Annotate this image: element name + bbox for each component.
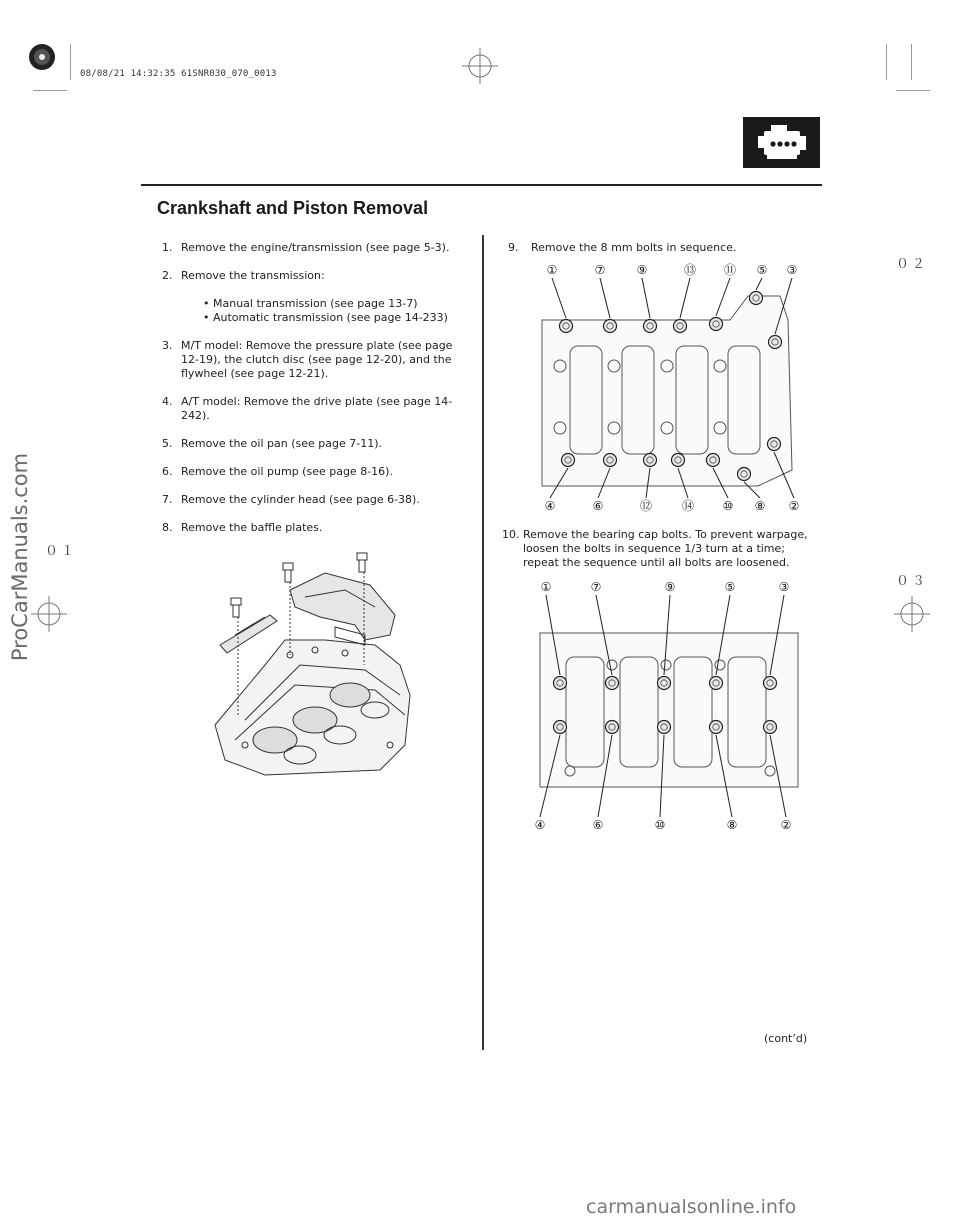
step-text: M/T model: Remove the pressure plate (see page 12-19), the clutch disc (see page 12-20), and the flywheel (see page 12-21). [181, 339, 453, 380]
continued-note: (cont’d) [764, 1032, 808, 1045]
step-1 [162, 241, 462, 255]
bolt-head [764, 677, 777, 690]
bolt-head [560, 320, 573, 333]
engine-icon [743, 117, 820, 168]
procedure-steps-left [162, 241, 462, 549]
bolt-sequence-label: ⑥ [592, 499, 604, 513]
bolt-sequence-label: ⑥ [592, 818, 604, 832]
bolt-sequence-label: ① [546, 263, 558, 277]
baffle-plate-illustration [205, 545, 420, 780]
bolt-sequence-label: ⑪ [723, 263, 737, 277]
bolt-head [710, 721, 723, 734]
crop-mark [70, 44, 71, 80]
step-text: Remove the bearing cap bolts. To prevent warpage, loosen the bolts in sequence 1/3 turn at a time; repeat the sequence until all bolts are loosened. [523, 528, 808, 569]
bolt-head [658, 721, 671, 734]
step-number: 4. [162, 395, 173, 408]
bolt-sequence-label: ⑨ [664, 580, 676, 594]
bolt-head [606, 677, 619, 690]
bullet-item: • Manual transmission (see page 13-7) [203, 297, 418, 310]
page-title: Crankshaft and Piston Removal [157, 198, 429, 218]
step-number: 7. [162, 493, 173, 506]
step-text: Remove the 8 mm bolts in sequence. [531, 241, 737, 254]
header-rule [141, 184, 822, 186]
bolt-head [674, 320, 687, 333]
bolt-head [764, 721, 777, 734]
bolt-head [658, 677, 671, 690]
step-number: 5. [162, 437, 173, 450]
registration-target [31, 596, 67, 632]
crop-mark [886, 44, 887, 80]
side-watermark: ProCarManuals.com [8, 452, 32, 662]
bolt-sequence-label: ③ [786, 263, 798, 277]
bolt-head [707, 454, 720, 467]
bolt-head [562, 454, 575, 467]
step-9 [508, 241, 818, 255]
bolt-sequence-label: ⑤ [756, 263, 768, 277]
bolt-sequence-label: ⑧ [726, 818, 738, 832]
step-text: Remove the engine/transmission (see page 5-3). [181, 241, 450, 254]
bolt-head [644, 320, 657, 333]
bolt-sequence-label: ⑨ [636, 263, 648, 277]
bolt-sequence-diagram-8mm [530, 258, 810, 520]
step-number: 10. [502, 528, 520, 541]
bolt-head [738, 468, 751, 481]
bolt-head [554, 677, 567, 690]
registration-target [27, 42, 57, 72]
step-10 [502, 528, 814, 570]
bolt-head [769, 336, 782, 349]
bolt-sequence-label: ⑤ [724, 580, 736, 594]
print-stamp: 08/08/21 14:32:35 61SNR030_070_0013 [80, 69, 277, 79]
step-5 [162, 437, 462, 451]
bolt-head [604, 320, 617, 333]
bolt-head [710, 677, 723, 690]
bolt-sequence-label: ④ [544, 499, 556, 513]
margin-mark: ０２ [896, 257, 929, 272]
bolt-head [710, 318, 723, 331]
step-text: Remove the oil pump (see page 8-16). [181, 465, 393, 478]
bolt-sequence-label: ⑭ [681, 499, 695, 513]
step-text: Remove the oil pan (see page 7-11). [181, 437, 382, 450]
step-number: 2. [162, 269, 173, 282]
bolt-sequence-label: ④ [534, 818, 546, 832]
bolt-head [644, 454, 657, 467]
bullet-text: Manual transmission (see page 13-7) [213, 297, 418, 310]
bolt-sequence-label: ① [540, 580, 552, 594]
bolt-sequence-label: ⑧ [754, 499, 766, 513]
bolt-sequence-label: ⑬ [683, 263, 697, 277]
bolt-sequence-label: ② [780, 818, 792, 832]
crop-mark [896, 90, 930, 91]
bolt-sequence-label: ⑦ [594, 263, 606, 277]
registration-target [462, 48, 498, 84]
step-7 [162, 493, 462, 507]
bottom-watermark: carmanualsonline.info [586, 1196, 797, 1218]
step-4 [162, 395, 462, 423]
step-3 [162, 339, 462, 381]
bolt-head [606, 721, 619, 734]
bolt-head [672, 454, 685, 467]
step-6 [162, 465, 462, 479]
registration-target [894, 596, 930, 632]
step-number: 1. [162, 241, 173, 254]
bolt-head [768, 438, 781, 451]
crop-mark [33, 90, 67, 91]
step-number: 3. [162, 339, 173, 352]
crop-mark [911, 44, 912, 80]
bolt-head [554, 721, 567, 734]
step-text: Remove the baffle plates. [181, 521, 323, 534]
step-text: Remove the cylinder head (see page 6-38). [181, 493, 420, 506]
bolt-sequence-label: ⑩ [654, 818, 666, 832]
bullet-item: • Automatic transmission (see page 14-233) [203, 311, 448, 324]
bolt-sequence-diagram-bearing-cap [530, 575, 810, 840]
step-8 [162, 521, 462, 535]
column-divider [482, 235, 484, 1050]
step-text: A/T model: Remove the drive plate (see page 14-242). [181, 395, 453, 422]
step-text: Remove the transmission: [181, 269, 325, 282]
step-number: 9. [508, 241, 519, 254]
bolt-sequence-label: ⑫ [639, 499, 653, 513]
margin-mark: ０３ [896, 574, 929, 589]
margin-mark: ０１ [45, 544, 78, 559]
step-2 [162, 269, 462, 325]
bolt-sequence-label: ⑦ [590, 580, 602, 594]
step-number: 6. [162, 465, 173, 478]
bolt-sequence-label: ③ [778, 580, 790, 594]
bolt-head [750, 292, 763, 305]
bolt-head [604, 454, 617, 467]
bolt-sequence-label: ⑩ [722, 499, 734, 513]
bullet-text: Automatic transmission (see page 14-233) [213, 311, 448, 324]
step-number: 8. [162, 521, 173, 534]
bolt-sequence-label: ② [788, 499, 800, 513]
